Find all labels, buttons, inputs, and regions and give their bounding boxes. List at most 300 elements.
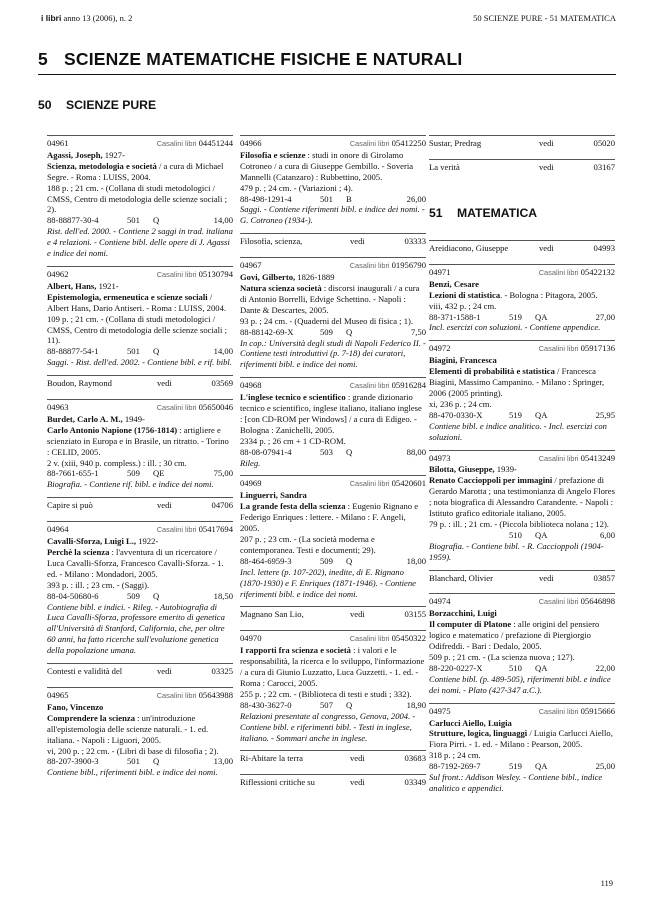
isbn-line xyxy=(47,215,233,226)
entry-number: 04964 xyxy=(47,524,69,535)
bibliographic-entry xyxy=(240,135,426,226)
cross-reference[interactable] xyxy=(240,606,426,623)
subsection-title: SCIENZE PURE xyxy=(66,98,157,112)
cross-reference[interactable] xyxy=(47,497,233,514)
entry-id-line xyxy=(429,343,615,355)
lc-class: B xyxy=(346,193,352,204)
price: 25,95 xyxy=(595,409,615,420)
bibliographic-entry xyxy=(429,593,615,695)
author-line xyxy=(240,490,426,501)
ref-name: Contesti e validità del xyxy=(47,666,123,677)
casalini-ref xyxy=(350,138,426,150)
casalini-ref xyxy=(157,269,233,281)
ref-vedi: vedi xyxy=(157,666,172,677)
entry-number: 04967 xyxy=(240,260,262,271)
price: 14,00 xyxy=(213,215,233,226)
entry-number: 04965 xyxy=(47,689,69,700)
cross-reference[interactable] xyxy=(429,570,615,587)
casalini-ref xyxy=(539,267,615,279)
entry-number: 04966 xyxy=(240,138,262,148)
isbn-line xyxy=(429,663,615,674)
book-title: Carlo Antonio Napione (1756-1814) xyxy=(47,424,178,435)
ref-vedi: vedi xyxy=(350,236,365,247)
price: 7,50 xyxy=(410,326,426,337)
casalini-label: Casalini libri xyxy=(349,261,390,271)
author-line xyxy=(47,702,233,713)
physical-description: 2 v. (xiii, 940 p. compless.) : ill. ; 30 cm. xyxy=(47,457,187,468)
entry-note: In cop.: Università degli studi di Napoli Federico II. - Contiene testi introduttivi (p. 7-18) dei curatori, riferimenti bibl. e indice dei nomi. xyxy=(240,337,426,370)
isbn: 88-08-07941-4 xyxy=(240,446,292,457)
dewey-class: 501 xyxy=(127,215,140,226)
entry-number: 04975 xyxy=(429,705,451,716)
book-title: Perchè la scienza xyxy=(47,547,110,557)
publication-info: . - Bologna : Pitagora, 2005. xyxy=(500,289,598,300)
publication-info: : un'introduzione all'epistemologia delle scienze naturali. - 1. ed. italiana. - Napoli : Liguori, 2005. xyxy=(47,712,209,745)
price: 18,00 xyxy=(406,555,426,566)
casalini-number: 05422132 xyxy=(580,266,615,277)
isbn-line xyxy=(429,761,615,772)
journal-name: i libri xyxy=(41,13,62,23)
physical-description: viii, 432 p. ; 24 cm. xyxy=(429,300,497,311)
publication-info: : l'avventura di un ricercatore / Luca Cavalli-Sforza, Francesco Cavalli-Sforza. - 1. ed. - Milano : Mondadori, 2005. xyxy=(47,547,224,579)
entry-id-line xyxy=(429,453,615,465)
entry-note: Sul front.: Addison Wesley. - Contiene bibl., indice analitico e appendici. xyxy=(429,772,603,793)
cross-reference[interactable] xyxy=(240,750,426,767)
price: 6,00 xyxy=(599,529,615,540)
casalini-number: 05917136 xyxy=(580,343,615,354)
dewey-class: 509 xyxy=(320,555,333,566)
author-dates: 1921- xyxy=(96,280,119,291)
entry-note: Biografia. - Contiene bibl. - R. Caccioppoli (1904-1959). xyxy=(429,540,604,562)
author-dates: 1927- xyxy=(102,149,125,160)
casalini-ref xyxy=(539,706,615,718)
lc-class: Q xyxy=(346,699,353,710)
ref-name: Magnano San Lio, xyxy=(240,609,304,620)
author-line xyxy=(429,355,615,366)
ref-number: 03349 xyxy=(404,777,426,788)
casalini-label: Casalini libri xyxy=(349,634,390,644)
author-line xyxy=(429,718,615,729)
book-title: Scienza, metodologia e società xyxy=(47,160,157,171)
author-dates: 1949- xyxy=(122,413,145,424)
book-title: Natura scienza società xyxy=(240,282,322,293)
casalini-number: 05412250 xyxy=(391,138,426,148)
price: 88,00 xyxy=(406,446,426,457)
casalini-label: Casalini libri xyxy=(156,403,197,413)
author-name: Benzi, Cesare xyxy=(429,278,479,289)
ref-name: Blanchard, Olivier xyxy=(429,572,493,583)
bibliographic-entry xyxy=(47,687,233,778)
author-line xyxy=(429,608,615,619)
lc-class: QA xyxy=(535,311,548,322)
lc-class: Q xyxy=(153,756,160,767)
book-title: Filosofia e scienze xyxy=(240,149,306,160)
dewey-class: 509 xyxy=(320,326,333,337)
book-title: I rapporti fra scienza e società xyxy=(240,645,351,656)
price: 27,00 xyxy=(595,311,615,322)
ref-vedi: vedi xyxy=(350,609,365,620)
ref-vedi: vedi xyxy=(350,777,365,788)
bibliographic-entry xyxy=(47,521,233,656)
entry-note: Contiene bibl. e indici. - Rileg. - Autobiografia di Luca Cavalli-Sforza, professore emerito di genetica all'Università di Stanford, California, che, per oltre 60 anni, ha fatto ricerche sull'evoluzione genetica della popolazione umana. xyxy=(47,601,225,656)
author-line xyxy=(47,414,233,425)
section-title: SCIENZE MATEMATICHE FISICHE E NATURALI xyxy=(64,49,463,69)
casalini-ref xyxy=(157,690,233,702)
casalini-number: 04451244 xyxy=(198,138,233,148)
dewey-class: 501 xyxy=(320,193,333,204)
publication-info: / Luigia Carlucci Aiello, Fiora Pirri. - 1. ed. - Milano : Pearson, 2005. xyxy=(429,728,613,750)
physical-description: xi, 236 p. ; 24 cm. xyxy=(429,398,492,409)
casalini-ref xyxy=(350,380,426,392)
title-block xyxy=(429,619,615,652)
casalini-label: Casalini libri xyxy=(156,269,197,279)
section-rule xyxy=(38,74,616,75)
cross-reference[interactable] xyxy=(240,774,426,791)
dewey-class: 519 xyxy=(509,311,522,322)
author-line xyxy=(429,464,615,475)
book-title: Renato Caccioppoli per immagini xyxy=(429,475,553,486)
isbn-line xyxy=(47,756,233,767)
author-line xyxy=(429,279,615,290)
casalini-ref xyxy=(157,402,233,414)
ref-name: Sustar, Predrag xyxy=(429,138,482,148)
price: 18,90 xyxy=(406,699,426,710)
entry-id-line xyxy=(240,478,426,490)
casalini-number: 01956790 xyxy=(391,260,426,271)
entry-note: Relazioni presentate al congresso, Genova, 2004. - Contiene bibl. e riferimenti bibl. - Testi in inglese, italiano. - Sommari anche in inglese. xyxy=(240,710,416,743)
cross-reference[interactable] xyxy=(429,159,615,176)
author-line xyxy=(47,150,233,161)
casalini-ref xyxy=(539,453,615,465)
ref-number: 03325 xyxy=(211,666,233,677)
author-name: Linguerri, Sandra xyxy=(240,490,307,501)
entry-id-line xyxy=(240,380,426,392)
lc-class: Q xyxy=(153,590,160,601)
subsection-number: 51 xyxy=(429,206,443,220)
dewey-class: 501 xyxy=(127,756,140,767)
physical-description: 509 p. ; 21 cm. - (La scienza nuova ; 127). xyxy=(429,652,575,662)
casalini-number: 05417694 xyxy=(198,524,233,535)
author-dates: 1939- xyxy=(494,464,517,475)
book-title: Epistemologia, ermeneutica e scienze sociali xyxy=(47,291,208,302)
casalini-ref xyxy=(350,478,426,490)
title-block xyxy=(47,292,233,314)
isbn-line xyxy=(429,312,615,323)
casalini-number: 05643988 xyxy=(198,689,233,700)
title-block xyxy=(47,547,233,580)
lc-class: QA xyxy=(535,409,548,420)
author-name: Carlucci Aiello, Luigia xyxy=(429,717,512,728)
entry-number: 04973 xyxy=(429,452,451,463)
lc-class: Q xyxy=(346,326,353,337)
author-dates: 1922- xyxy=(136,536,159,547)
dewey-class: 509 xyxy=(127,590,140,601)
subsection-number: 50 xyxy=(38,98,52,112)
isbn-line xyxy=(47,468,233,479)
journal-info xyxy=(41,13,132,23)
isbn-line xyxy=(429,410,615,421)
lc-class: QA xyxy=(535,662,548,673)
running-title: 50 SCIENZE PURE - 51 MATEMATICA xyxy=(473,13,616,23)
book-title: Strutture, logica, linguaggi xyxy=(429,728,528,739)
isbn-line xyxy=(47,591,233,602)
entry-id-line xyxy=(47,690,233,702)
entry-id-line xyxy=(429,596,615,608)
book-title: Lezioni di statistica xyxy=(429,289,501,300)
entry-note: Incl. esercizi con soluzioni. - Contiene appendice. xyxy=(429,322,601,333)
publication-info: : Eugenio Rignano e Federigo Enriques : lettere. - Milano : F. Angeli, 2005. xyxy=(240,501,419,534)
author-name: Bilotta, Giuseppe, xyxy=(429,464,495,475)
entry-number: 04970 xyxy=(240,633,262,644)
publication-info: : artigliere e scienziato in Europa e in Brasile, un ritratto. - Torino : CELID, 2005. xyxy=(47,424,229,457)
book-title: La grande festa della scienza xyxy=(240,501,346,512)
isbn: 88-207-3900-3 xyxy=(47,756,99,767)
casalini-label: Casalini libri xyxy=(349,479,390,489)
title-block xyxy=(429,728,615,750)
title-block xyxy=(240,501,426,534)
isbn: 88-7192-269-7 xyxy=(429,761,481,772)
entry-note: Rileg. xyxy=(240,457,261,468)
cross-reference[interactable] xyxy=(429,240,615,257)
entry-number: 04962 xyxy=(47,268,69,279)
publication-info: : alle origini del pensiero logico e matematico / prefazione di Piergiorgio Odifreddi. - Bari : Dedalo, 2005. xyxy=(429,619,600,652)
entry-id-line xyxy=(47,269,233,281)
ref-vedi: vedi xyxy=(539,161,554,172)
casalini-label: Casalini libri xyxy=(156,139,197,148)
ref-number: 03155 xyxy=(404,609,426,620)
book-title: Elementi di probabilità e statistica xyxy=(429,366,555,377)
ref-name: Filosofia, scienza, xyxy=(240,236,303,247)
lc-class: QE xyxy=(153,468,165,479)
isbn-line xyxy=(240,327,426,338)
entry-note: Contiene bibl. (p. 489-505), riferimenti bibl. e indice dei nomi. - Plato (427-347 a.C.). xyxy=(429,673,611,695)
cross-reference[interactable] xyxy=(240,233,426,250)
ref-number: 04706 xyxy=(211,500,233,511)
lc-class: Q xyxy=(346,446,353,457)
author-line xyxy=(47,281,233,292)
entry-id-line xyxy=(240,633,426,645)
publication-info: / Francesca Biagini, Massimo Campanino. - Milano : Springer, 2006 (2005 printing). xyxy=(429,366,605,398)
lc-class: QA xyxy=(535,529,548,540)
physical-description: 318 p. ; 24 cm. xyxy=(429,750,481,761)
cross-reference[interactable] xyxy=(429,135,615,152)
entry-id-line xyxy=(47,402,233,414)
casalini-number: 05130794 xyxy=(198,268,233,279)
bibliographic-entry xyxy=(429,450,615,563)
casalini-label: Casalini libri xyxy=(538,344,579,354)
physical-description: 109 p. ; 21 cm. - (Collana di studi metodologici / CMSS, Centro di metodologia delle scienze sociali ; 11). xyxy=(47,313,227,346)
entry-note: Rist. dell'ed. 2000. - Contiene 2 saggi in trad. italiana e 4 relazioni. - Contiene bibl. delle opere di J. Agassi e indice dei nomi. xyxy=(47,226,233,259)
author-name: Fano, Vincenzo xyxy=(47,701,104,712)
ref-name: Boudon, Raymond xyxy=(47,378,112,389)
author-name: Biagini, Francesca xyxy=(429,355,497,366)
bibliographic-entry xyxy=(429,340,615,442)
physical-description: 207 p. ; 23 cm. - (La società moderna e contemporanea. Testi e documenti; 29). xyxy=(240,534,376,555)
book-title: Il computer di Platone xyxy=(429,619,512,630)
ref-name: Areidiacono, Giuseppe xyxy=(429,243,509,253)
entry-number: 04974 xyxy=(429,596,451,607)
title-block xyxy=(429,366,615,399)
entry-number: 04968 xyxy=(240,380,262,391)
title-block xyxy=(240,283,426,316)
publication-info: : i valori e le responsabilità, la ricerca e lo sviluppo, l'informazione / a cura di Giunio Luzzatto, Luca Guzzetti. - 1. ed. - Roma : Carocci, 2005. xyxy=(240,645,425,688)
isbn: 88-88877-54-1 xyxy=(47,346,99,357)
isbn-line xyxy=(47,346,233,357)
ref-vedi: vedi xyxy=(539,243,554,253)
price: 14,00 xyxy=(213,346,233,357)
casalini-label: Casalini libri xyxy=(538,597,579,607)
casalini-ref xyxy=(157,524,233,536)
entry-note: Contiene bibl. e indice analitico. - Incl. esercizi con soluzioni. xyxy=(429,420,607,442)
lc-class: Q xyxy=(153,346,160,357)
entry-number: 04972 xyxy=(429,343,451,354)
author-name: Govi, Gilberto, xyxy=(240,272,296,283)
title-block xyxy=(240,392,426,436)
bibliographic-entry xyxy=(429,703,615,794)
casalini-ref xyxy=(350,633,426,645)
physical-description: 2334 p. ; 26 cm + 1 CD-ROM. xyxy=(240,435,346,446)
entry-id-line xyxy=(240,260,426,272)
physical-description: vi, 200 p. ; 22 cm. - (Libri di base di filosofia ; 2). xyxy=(47,745,219,756)
title-block xyxy=(47,161,233,183)
isbn: 88-464-6959-3 xyxy=(240,555,292,566)
dewey-class: 510 xyxy=(509,529,522,540)
bibliographic-entry xyxy=(240,630,426,743)
entry-id-line xyxy=(429,267,615,279)
ref-number: 03857 xyxy=(593,572,615,583)
isbn-line xyxy=(240,194,426,205)
bibliographic-entry xyxy=(429,264,615,333)
entry-note: Contiene bibl., riferimenti bibl. e indice dei nomi. xyxy=(47,767,218,778)
dewey-class: 501 xyxy=(127,346,140,357)
entry-note: Biografia. - Contiene rif. bibl. e indice dei nomi. xyxy=(47,479,214,490)
publication-info: / Albert Hans, Dario Antiseri. - Roma : LUISS, 2004. xyxy=(47,291,227,313)
column-3-top xyxy=(429,135,615,183)
ref-vedi: vedi xyxy=(350,753,365,764)
cross-reference[interactable] xyxy=(47,375,233,392)
isbn: 88-88142-69-X xyxy=(240,326,294,337)
casalini-number: 05450322 xyxy=(391,633,426,644)
cross-reference[interactable] xyxy=(47,663,233,680)
dewey-class: 509 xyxy=(127,468,140,479)
isbn: 88-470-0330-X xyxy=(429,409,483,420)
ref-vedi: vedi xyxy=(539,138,554,148)
physical-description: 255 p. ; 22 cm. - (Biblioteca di testi e studi ; 332). xyxy=(240,688,412,699)
ref-name: Capire si può xyxy=(47,500,93,511)
title-block xyxy=(47,713,233,746)
journal-issue: anno 13 (2006), n. 2 xyxy=(63,13,133,23)
ref-number: 03683 xyxy=(404,753,426,764)
price: 22,00 xyxy=(595,662,615,673)
publication-info: / a cura di Michael Segre. - Roma : LUISS, 2004. xyxy=(47,160,224,182)
ref-name: Riflessioni critiche su xyxy=(240,777,315,788)
casalini-number: 05916284 xyxy=(391,380,426,391)
casalini-label: Casalini libri xyxy=(538,706,579,716)
author-name: Borzacchini, Luigi xyxy=(429,608,497,619)
column-1 xyxy=(47,135,233,785)
dewey-class: 510 xyxy=(509,662,522,673)
title-block xyxy=(47,425,233,458)
isbn xyxy=(429,530,499,541)
entry-note: Saggi. - Contiene riferimenti bibl. e indice dei nomi. - G. Cotroneo (1934-). xyxy=(240,204,425,226)
price: 75,00 xyxy=(213,468,233,479)
author-line xyxy=(47,536,233,547)
subsection-heading-51 xyxy=(429,206,537,220)
price: 18,50 xyxy=(213,590,233,601)
ref-vedi: vedi xyxy=(157,500,172,511)
lc-class: Q xyxy=(346,555,353,566)
author-dates: 1826-1889 xyxy=(295,272,335,283)
price: 25,00 xyxy=(595,761,615,772)
entry-number: 04969 xyxy=(240,478,262,489)
section-number: 5 xyxy=(38,49,48,69)
casalini-label: Casalini libri xyxy=(156,690,197,700)
casalini-number: 05646898 xyxy=(580,596,615,607)
bibliographic-entry xyxy=(240,475,426,599)
casalini-label: Casalini libri xyxy=(538,267,579,277)
column-2 xyxy=(240,135,426,798)
entry-number: 04961 xyxy=(47,138,69,148)
isbn-line xyxy=(240,556,426,567)
entry-note: Saggi. - Rist. dell'ed. 2002. - Contiene bibl. e rif. bibl. xyxy=(47,357,232,368)
isbn: 88-04-50680-6 xyxy=(47,590,99,601)
dewey-class: 519 xyxy=(509,409,522,420)
author-name: Agassi, Joseph, xyxy=(47,149,103,160)
isbn-line xyxy=(240,700,426,711)
dewey-class: 507 xyxy=(320,699,333,710)
casalini-ref xyxy=(539,343,615,355)
casalini-ref xyxy=(539,596,615,608)
entry-number: 04963 xyxy=(47,402,69,413)
publication-info: : grande dizionario tecnico e scientifico, inglese italiano, italiano inglese : [con CD-ROM per Windows] / a cura di Edigeo. - Bologna : Zanichelli, 2005. xyxy=(240,392,422,435)
author-name: Burdet, Carlo A. M., xyxy=(47,413,123,424)
ref-number: 03333 xyxy=(404,236,426,247)
title-block xyxy=(429,475,615,519)
entry-id-line xyxy=(240,138,426,150)
isbn: 88-371-1588-1 xyxy=(429,311,481,322)
author-name: Cavalli-Sforza, Luigi L., xyxy=(47,536,137,547)
entry-id-line xyxy=(47,524,233,536)
subsection-title: MATEMATICA xyxy=(457,206,538,220)
book-title: L'inglese tecnico e scientifico xyxy=(240,392,346,403)
physical-description: 188 p. ; 21 cm. - (Collana di studi metodologici / CMSS, Centro di metodologia delle scienze sociali ; 2). xyxy=(47,182,227,215)
dewey-class: 503 xyxy=(320,446,333,457)
ref-name: La verità xyxy=(429,161,460,172)
isbn: 88-430-3627-0 xyxy=(240,699,292,710)
bibliographic-entry xyxy=(47,135,233,259)
bibliographic-entry xyxy=(240,257,426,370)
casalini-ref xyxy=(157,138,233,150)
ref-number: 05020 xyxy=(593,138,615,148)
isbn-line xyxy=(240,447,426,458)
bibliographic-entry xyxy=(240,377,426,468)
price: 26,00 xyxy=(406,193,426,204)
title-block xyxy=(240,150,426,183)
physical-description: 93 p. ; 24 cm. - (Quaderni del Museo di fisica ; 1). xyxy=(240,315,414,326)
dewey-class: 519 xyxy=(509,761,522,772)
bibliographic-entry xyxy=(47,266,233,368)
isbn-line xyxy=(429,530,615,541)
ref-number: 03569 xyxy=(211,378,233,389)
ref-vedi: vedi xyxy=(157,378,172,389)
physical-description: 479 p. ; 24 cm. - (Variazioni ; 4). xyxy=(240,182,353,193)
casalini-number: 05413249 xyxy=(580,452,615,463)
publication-info: : discorsi inaugurali / a cura di Antonio Borrelli, Edvige Schettino. - Napoli : Dante & Descartes, 2005. xyxy=(240,282,420,315)
ref-number: 04993 xyxy=(593,243,615,253)
entry-number: 04971 xyxy=(429,266,451,277)
casalini-label: Casalini libri xyxy=(156,525,197,535)
physical-description: 79 p. : ill. ; 21 cm. - (Piccola biblioteca nolana ; 12). xyxy=(429,518,609,529)
